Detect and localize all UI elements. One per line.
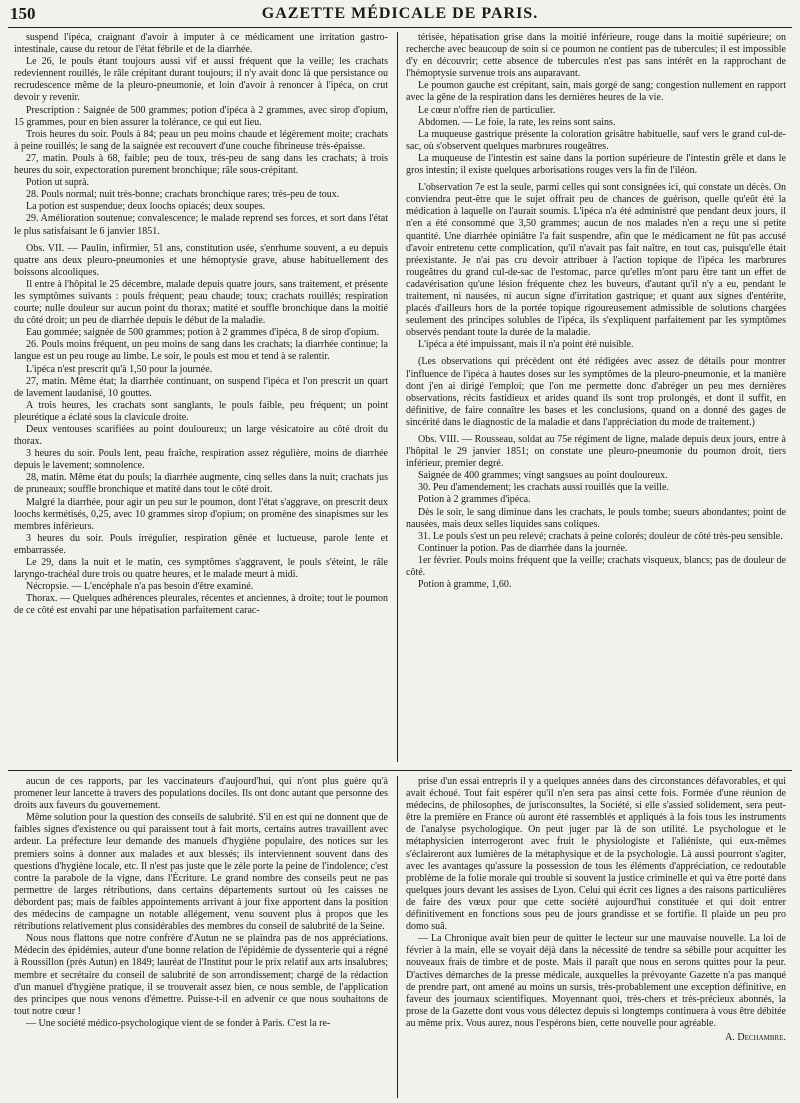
paragraph: Le 29, dans la nuit et le matin, ces symptômes s'aggravent, le pouls s'éteint, le râle laryngo-trachéal dure trois ou quatre heures, et le malade meurt à midi. xyxy=(14,557,388,581)
paragraph: Abdomen. — Le foie, la rate, les reins sont sains. xyxy=(418,116,616,128)
paragraph: prise d'un essai entrepris il y a quelques années dans des circonstances défavorables, et qui avait échoué. Tout fait espérer qu'il n'en sera pas ainsi cette fois. Formée d'une réunion de médecins, de philosophes, de jurisconsultes, la Société, si elle s'assied solidement, sera peut-être la première en France où auront été rassemblés et appliqués à la fois tous les instruments de l'analyse psychologique. On peut juger par là de son utilité. Le psychologue et le métaphysicien interrogeront avec fruit le physiologiste et l'aliéniste, qui eux-mêmes s'éclaireront aux lumières de la métaphysique et de la psychologie. Là aussi pourront s'agiter, avec les avantages qu'assure la possession de tous les éléments d'appréciation, ce redoutable problème de la folie morale qui trouble si souvent la justice criminelle et qui va être porté dans quelques jours devant les assises de Lyon. Celui qui écrit ces lignes a des raisons particulières de faire des vœux pour que cette société aujourd'hui constituée et qui doit entrer définitivement en fonctions sous peu de jours grandisse et se fortifie. Il plaide un peu pro domo suâ. xyxy=(406,776,786,933)
paragraph: Potion ut suprà. xyxy=(26,177,90,189)
bottom-left-column xyxy=(14,776,388,1098)
author-signature: A. Dechambre. xyxy=(725,1031,786,1043)
paragraph: 27, matin. Même état; la diarrhée continuant, on suspend l'ipéca et l'on prescrit un quart de lavement laudanisé, 10 gouttes. xyxy=(14,375,388,399)
paragraph: 28. Pouls normal; nuit très-bonne; crachats bronchique rares; très-peu de toux. xyxy=(26,189,340,201)
top-left-column xyxy=(14,32,388,762)
paragraph: térisée, hépatisation grise dans la moitié inférieure, rouge dans la moitié supérieure; on recherche avec beaucoup de soin si ce poumon ne contient pas de tubercules; il est impossible d'y en découvrir; cette absence de tubercules n'est pas sans intérêt en la rapprochant de l'hémoptysie survenue trois ans auparavant. xyxy=(406,32,786,80)
paragraph: 3 heures du soir. Pouls lent, peau fraîche, respiration assez régulière, moins de diarrhée depuis le lavement; somnolence. xyxy=(14,448,388,472)
paragraph: L'ipéca n'est prescrit qu'à 1,50 pour la journée. xyxy=(26,363,213,375)
paragraph: 27, matin. Pouls à 68, faible; peu de toux, très-peu de sang dans les crachats; à trois heures du soir, expectoration purement bronchique; râle sous-crépitant. xyxy=(14,152,388,177)
paragraph: Eau gommée; saignée de 500 grammes; potion à 2 grammes d'ipéca, 8 de sirop d'opium. xyxy=(26,327,379,339)
paragraph: 30. Peu d'amendement; les crachats aussi rouillés que la veille. xyxy=(418,482,669,494)
paragraph: Le cœur n'offre rien de particulier. xyxy=(418,104,556,116)
paragraph: Le 26, le pouls étant toujours aussi vif et aussi fréquent que la veille; les crachats redeviennent rouillés, le râle crépitant durant toujours; il n'y avait donc là que persistance ou recrudescence même de la pleuro-pneumonie, et loin d'avoir à renoncer à l'ipéca, on crut devoir y revenir. xyxy=(14,56,388,104)
paragraph: Malgré la diarrhée, pour agir un peu sur le poumon, dont l'état s'aggrave, on prescrit deux loochs kermétisés, 0,25, avec 10 grammes sirop d'opium; on promène des sinapismes sur les membres inférieurs. xyxy=(14,496,388,532)
paragraph: Continuer la potion. Pas de diarrhée dans la journée. xyxy=(418,542,628,554)
paragraph: — Une société médico-psychologique vient de se fonder à Paris. C'est la re- xyxy=(26,1017,331,1029)
paragraph: La muqueuse de l'intestin est saine dans la portion supérieure de l'intestin grêle et dans le gros intestin; il existe quelques arborisations rouges vers la fin de l'iléon. xyxy=(406,152,786,177)
paragraph: 31. Le pouls s'est un peu relevé; crachats à peine colorés; douleur de côté très-peu sensible. xyxy=(418,530,783,542)
bottom-right-column xyxy=(406,776,786,1098)
paragraph: Il entre à l'hôpital le 25 décembre, malade depuis quatre jours, sans traitement, et présente les symptômes suivants : pouls fréquent; peau chaude; toux; crachats rouillés; respiration courte; nulle douleur sur aucun point du thorax; matité et souffle bronchique dans la moitié du côté droit; un peu de diarrhée depuis le début de la maladie. xyxy=(14,278,388,327)
paragraph: Potion à gramme, 1,60. xyxy=(418,579,512,591)
paragraph: Deux ventouses scarifiées au point douloureux; un large vésicatoire au côté droit du thorax. xyxy=(14,424,388,448)
paragraph: aucun de ces rapports, par les vaccinateurs d'aujourd'hui, qui n'ont plus guère qu'à promener leur lancette à travers des populations dociles. Ils ont donc autant que personne des droits aux faveurs du gouvernement. xyxy=(14,776,388,812)
page-header xyxy=(8,4,792,26)
paragraph: (Les observations qui précèdent ont été rédigées avec assez de détails pour montrer l'influence de l'ipéca à hautes doses sur les symptômes de la pleuro-pneumonie, et la manière dont j'en ai dirigé l'emploi; que l'on me permette donc d'abréger un peu mes dernières observations, récits fastidieux et arides quand ils sont trop prolongés, et dont il suffit, en définitive, de faire connaître les bases et les conclusions, quand on a donné des gages de sincérité dans le diagnostic de la maladie et dans l'appréciation du mode de traitement.) xyxy=(406,356,786,428)
page-number: 150 xyxy=(10,4,36,23)
paragraph: L'ipéca a été impuissant, mais il n'a point été nuisible. xyxy=(418,339,634,351)
paragraph: — La Chronique avait bien peur de quitter le lecteur sur une mauvaise nouvelle. La loi de février à la main, elle se voyait déjà dans la nécessité de tendre sa sébille pour acquitter les nouveaux frais de timbre et de poste. Mais il paraît que nous en serons quittes pour la peur. D'actives démarches de la presse médicale, auxquelles la prévoyante Gazette n'a pas manqué de prendre part, ont amené au moins un sursis, très-probablement une exception définitive, en faveur des journaux scientifiques. Moyennant quoi, très-chers et très-précieux abonnés, la prose de la Gazette dont vous vous délectez depuis si longtemps continuera à vous être débitée au même prix. Vous aurez, nous l'espérons bien, cette nouvelle pour agréable. xyxy=(406,933,786,1029)
journal-title: GAZETTE MÉDICALE DE PARIS. xyxy=(261,5,539,22)
paragraph: La potion est suspendue; deux loochs opiacés; deux soupes. xyxy=(26,201,266,213)
paragraph: Trois heures du soir. Pouls à 84; peau un peu moins chaude et légèrement moite; crachats à peine rouillés; le sang de la saignée est recouvert d'une couche fibrineuse très-épaisse. xyxy=(14,128,388,152)
column-divider-bottom xyxy=(397,776,398,1098)
section-rule xyxy=(8,770,792,771)
paragraph: Le poumon gauche est crépitant, sain, mais gorgé de sang; congestion nullement en rapport avec la gêne de la respiration dans les dernières heures de la vie. xyxy=(406,80,786,104)
paragraph: La muqueuse gastrique présente la coloration grisâtre habituelle, sauf vers le grand cul-de-sac, où s'observent quelques marbrures rougeâtres. xyxy=(406,128,786,152)
paragraph: Thorax. — Quelques adhérences pleurales, récentes et anciennes, à droite; tout le poumon de ce côté est envahi par une hépatisation parfaitement carac- xyxy=(14,593,388,617)
paragraph: 29. Amélioration soutenue; convalescence; le malade reprend ses forces, et sort dans l'état le plus satisfaisant le 6 janvier 1851. xyxy=(14,213,388,237)
paragraph: A trois heures, les crachats sont sanglants, le pouls faible, peu fréquent; un point pleurétique a éclaté sous la clavicule droite. xyxy=(14,399,388,423)
paragraph: Nécropsie. — L'encéphale n'a pas besoin d'être examiné. xyxy=(26,581,254,593)
paragraph: Potion à 2 grammes d'ipéca. xyxy=(418,494,531,506)
paragraph: Prescription : Saignée de 500 grammes; potion d'ipéca à 2 grammes, avec sirop d'opium, 15 grammes, pour en bien assurer la tolérance, ce qui eut lieu. xyxy=(14,104,388,128)
paragraph: suspend l'ipéca, craignant d'avoir à imputer à ce médicament une irritation gastro-intestinale, cause du retour de l'état fébrile et de la diarrhée. xyxy=(14,32,388,56)
paragraph: 1er février. Pouls moins fréquent que la veille; crachats visqueux, blancs; pas de douleur de côté. xyxy=(406,554,786,579)
paragraph: Saignée de 400 grammes; vingt sangsues au point douloureux. xyxy=(418,470,668,482)
paragraph: 26. Pouls moins fréquent, un peu moins de sang dans les crachats; la diarrhée continue; la langue est un peu rouge au limbe. Le soir, le pouls est mou et tend à se ralentir. xyxy=(14,339,388,363)
paragraph: Obs. VIII. — Rousseau, soldat au 75e régiment de ligne, malade depuis deux jours, entre à l'hôpital le 29 janvier 1851; on constate une pleuro-pneumonie du poumon droit, tiers inférieur, premier degré. xyxy=(406,434,786,470)
header-rule xyxy=(8,27,792,28)
paragraph: 28, matin. Même état du pouls; la diarrhée augmente, cinq selles dans la nuit; crachats jus de pruneaux; souffle bronchique et matité dans tout le côté droit. xyxy=(14,472,388,496)
paragraph: L'observation 7e est la seule, parmi celles qui sont consignées ici, qui constate un décès. On conviendra peut-être que le sujet offrait peu de chances de guérison, quelle qu'eût été la médication à laquelle on l'aurait soumis. L'ipéca n'a été administré que pendant deux jours, il n'en a été consommé que 3,50 grammes; aucun de nos malades n'en a reçu une si petite quantité. Une diarrhée opiniâtre l'a fait suspendre, afin que le médicament ne fût pas accusé d'avoir entretenu cette complication, qu'il n'avait pas fait naître, en tout cas, puisqu'elle était préexistante. Je n'ai pas cru devoir attribuer à l'action topique de l'ipéca les marbrures rougeâtres du grand cul-de-sac de l'estomac, parce qu'elles m'ont paru être tant un effet de cadavérisation qu'une lésion fréquente chez les buveurs, d'autant qu'il n'y a eu, pendant le traitement, ni nausées, ni aucun signe d'irritation gastrique; et quant aux signes d'entérite, placés d'ailleurs hors de la portée topique rigoureusement admissible de solutions chargées seulement des principes solubles de l'ipéca, ils s'expliquent parfaitement par les symptômes observés pendant toute la durée de la maladie. xyxy=(406,182,786,339)
paragraph: Obs. VII. — Paulin, infirmier, 51 ans, constitution usée, s'enrhume souvent, a eu depuis quatre ans deux pleuro-pneumonies et une hémoptysie grave, abuse habituellement des boissons alcooliques. xyxy=(14,242,388,278)
paragraph: 3 heures du soir. Pouls irrégulier, respiration gênée et luctueuse, parole lente et embarrassée. xyxy=(14,532,388,556)
paragraph: Nous nous flattons que notre confrère d'Autun ne se plaindra pas de nos appréciations. Médecin des épidémies, auteur d'une bonne relation de l'épidémie de dyssenterie qui a régné à Roussillon (près Autun) en 1849; lauréat de l'Institut pour le prix relatif aux arts insalubres; membre et secrétaire du conseil de salubrité de son arrondissement; chargé de la rédaction d'un manuel d'hygiène pratique, il se trouverait assez bien, ce nous semble, de l'application des principes que nous venons d'émettre. Puisse-t-il en advenir ce que nous souhaitons de tout notre cœur ! xyxy=(14,933,388,1017)
paragraph: Dès le soir, le sang diminue dans les crachats, le pouls tombe; sueurs abondantes; point de nausées, mais deux selles liquides sans coliques. xyxy=(406,506,786,530)
column-divider-top xyxy=(397,32,398,762)
top-right-column xyxy=(406,32,786,762)
paragraph: Même solution pour la question des conseils de salubrité. S'il en est qui ne donnent que de faibles signes d'existence ou qui paraissent tout à fait morts, certains autres travaillent avec ardeur. La préfecture leur demande des manuels d'hygiène populaire, des notices sur les premiers soins à donner aux malades et aux blessés; ils interviennent souvent dans des questions d'hygiène locale, etc. Il n'est pas juste que le zèle porte la peine de l'indolence; c'est contre la parabole de la vigne, dans l'Écriture. Le grand nombre des conseils peut ne pas permettre de larges rétributions, dans certains départements surtout où les caisses ne débordent pas; mais de faibles appointements arrivant à jour fixe apportent dans la position des médecins de campagne un notable allégement, venu souvent plus à propos que les rétributions relativement plus considérables des membres du conseil de salubrité de la Seine. xyxy=(14,812,388,933)
